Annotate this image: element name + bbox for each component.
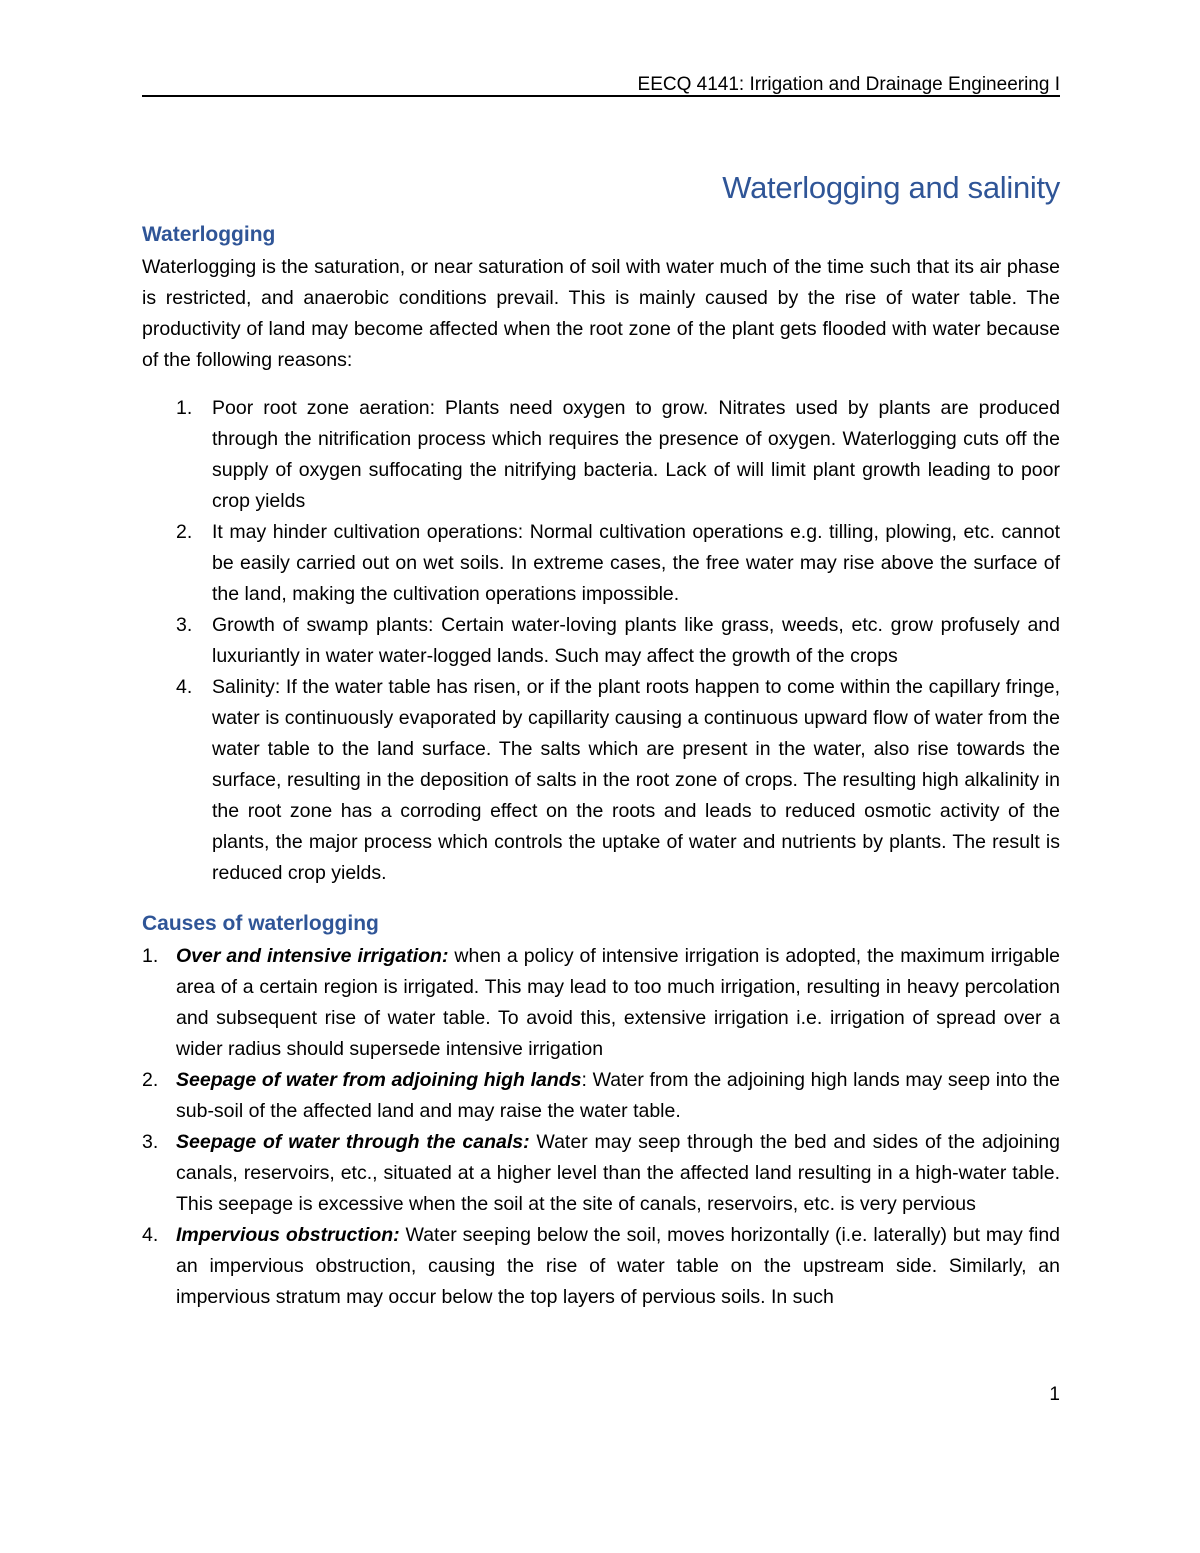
heading-waterlogging: Waterlogging [142, 223, 276, 246]
cause-term: Over and intensive irrigation: [176, 945, 449, 967]
document-title: Waterlogging and salinity [722, 170, 1060, 205]
list-item-number: 1. [176, 397, 193, 419]
list-item [142, 941, 1060, 1065]
list-item-number: 2. [176, 521, 193, 543]
list-item-number: 2. [142, 1069, 159, 1091]
waterlogging-intro: Waterlogging is the saturation, or near saturation of soil with water much of the time such that its air phase is restricted, and anaerobic conditions prevail. This is mainly caused by the rise of water table. The productivity of land may become affected when the root zone of the plant gets flooded with water because of the following reasons: [142, 256, 1060, 371]
list-item-text: Salinity: If the water table has risen, or if the plant roots happen to come within the capillary fringe, water is continuously evaporated by capillarity causing a continuous upward flow of water from the water table to the land surface. The salts which are present in the water, also rise towards the surface, resulting in the deposition of salts in the root zone of crops. The resulting high alkalinity in the root zone has a corroding effect on the roots and leads to reduced osmotic activity of the plants, the major process which controls the uptake of water and nutrients by plants. The result is reduced crop yields. [212, 676, 1060, 884]
list-item [142, 1127, 1060, 1220]
heading-causes: Causes of waterlogging [142, 912, 379, 935]
list-item-number: 3. [176, 614, 193, 636]
list-item-text: Growth of swamp plants: Certain water-loving plants like grass, weeds, etc. grow profusely and luxuriantly in water water-logged lands. Such may affect the growth of the crops [212, 614, 1060, 667]
list-item [142, 610, 1060, 672]
causes-list [142, 941, 1060, 1313]
list-item-number: 3. [142, 1131, 159, 1153]
cause-text: Water may seep through the bed and sides of the adjoining canals, reservoirs, etc., situated at a higher level than the affected land resulting in a high-water table. This seepage is excessive when the soil at the site of canals, reservoirs, etc. is very pervious [176, 1131, 1060, 1215]
list-item-text: Poor root zone aeration: Plants need oxygen to grow. Nitrates used by plants are produced through the nitrification process which requires the presence of oxygen. Waterlogging cuts off the supply of oxygen suffocating the nitrifying bacteria. Lack of will limit plant growth leading to poor crop yields [212, 397, 1060, 512]
list-item [142, 1220, 1060, 1313]
body-column [142, 218, 1060, 1313]
cause-text: when a policy of intensive irrigation is adopted, the maximum irrigable area of a certain region is irrigated. This may lead to too much irrigation, resulting in heavy percolation and subsequent rise of water table. To avoid this, extensive irrigation i.e. irrigation of spread over a wider radius should supersede intensive irrigation [176, 945, 1060, 1060]
cause-term: Seepage of water through the canals: [176, 1131, 530, 1153]
list-item-text: It may hinder cultivation operations: Normal cultivation operations e.g. tilling, plowing, etc. cannot be easily carried out on wet soils. In extreme cases, the free water may rise above the surface of the land, making the cultivation operations impossible. [212, 521, 1060, 605]
cause-term: Seepage of water from adjoining high lands [176, 1069, 582, 1091]
list-item-number: 4. [176, 676, 193, 698]
cause-term: Impervious obstruction: [176, 1224, 400, 1246]
header-rule [142, 95, 1060, 97]
cause-text: : Water from the adjoining high lands may seep into the sub-soil of the affected land and may raise the water table. [176, 1069, 1060, 1122]
running-header: EECQ 4141: Irrigation and Drainage Engineering I [637, 74, 1060, 95]
page-number: 1 [1049, 1384, 1060, 1405]
list-item [142, 672, 1060, 889]
list-item-number: 4. [142, 1224, 159, 1246]
list-item-number: 1. [142, 945, 159, 967]
list-item [142, 517, 1060, 610]
list-item [142, 1065, 1060, 1127]
list-item [142, 393, 1060, 517]
reasons-list [142, 393, 1060, 889]
cause-text: Water seeping below the soil, moves horizontally (i.e. laterally) but may find an impervious obstruction, causing the rise of water table on the upstream side. Similarly, an impervious stratum may occur below the top layers of pervious soils. In such [176, 1224, 1061, 1308]
